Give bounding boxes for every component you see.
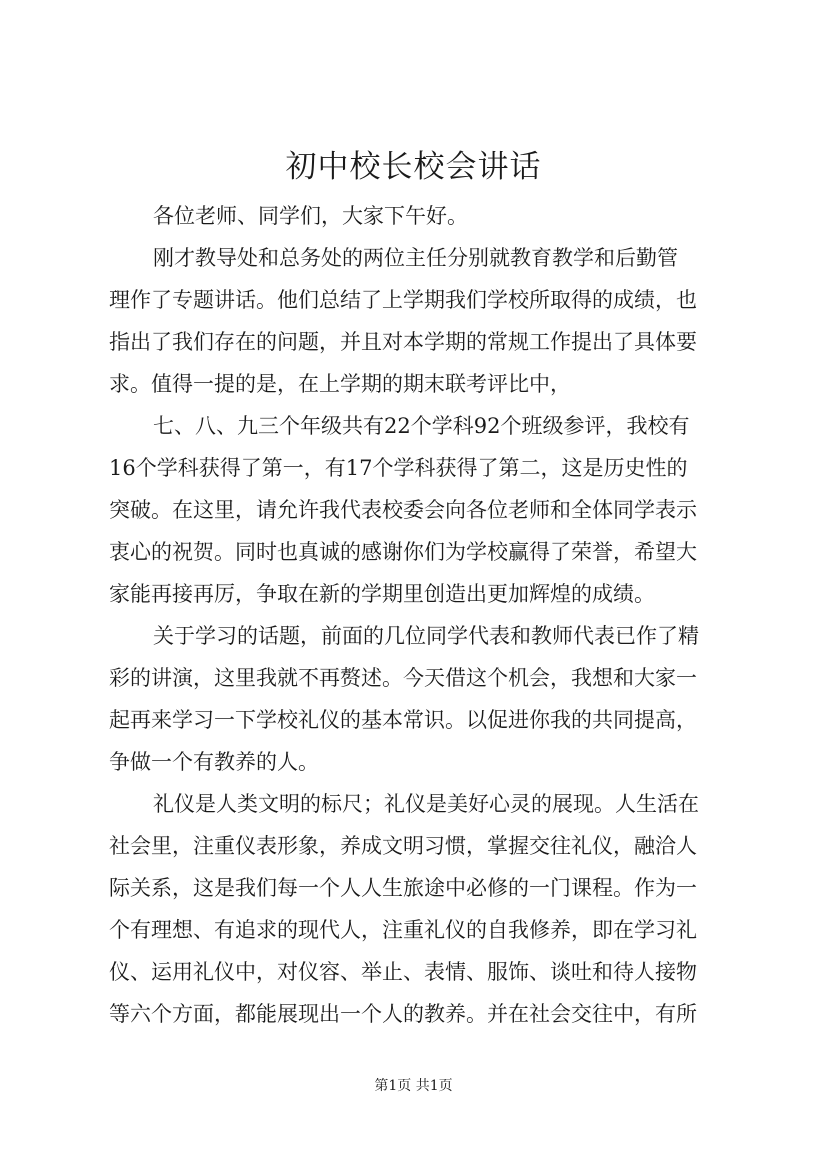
text-line: 七、八、九三个年级共有22个学科92个班级参评，我校有 [153,414,690,438]
text-line: 16个学科获得了第一，有17个学科获得了第二，这是历史性的 [109,456,688,480]
text-line: 关于学习的话题，前面的几位同学代表和教师代表已作了精 [153,624,699,648]
text-line: 仪、运用礼仪中，对仪容、举止、表情、服饰、谈吐和待人接物 [109,960,697,984]
text-line: 突破。在这里，请允许我代表校委会向各位老师和全体同学表示 [109,498,697,522]
text-line: 彩的讲演，这里我就不再赘述。今天借这个机会，我想和大家一 [109,666,697,690]
text-line: 求。值得一提的是，在上学期的期末联考评比中， [109,372,571,396]
page-footer: 第1页 共1页 [374,1078,453,1094]
text-line: 理作了专题讲话。他们总结了上学期我们学校所取得的成绩，也 [109,288,697,312]
document-body [109,195,729,1035]
text-line: 指出了我们存在的问题，并且对本学期的常规工作提出了具体要 [109,330,697,354]
text-line: 际关系，这是我们每一个人人生旅途中必修的一门课程。作为一 [109,876,697,900]
text-line: 等六个方面，都能展现出一个人的教养。并在社会交往中，有所 [109,1002,697,1026]
text-line: 个有理想、有追求的现代人，注重礼仪的自我修养，即在学习礼 [109,918,697,942]
text-line: 礼仪是人类文明的标尺；礼仪是美好心灵的展现。人生活在 [153,792,699,816]
text-line: 刚才教导处和总务处的两位主任分别就教育教学和后勤管 [153,246,678,270]
text-line: 衷心的祝贺。同时也真诚的感谢你们为学校赢得了荣誉，希望大 [109,540,697,564]
document-title: 初中校长校会讲话 [285,149,542,185]
text-line: 家能再接再厉，争取在新的学期里创造出更加辉煌的成绩。 [109,582,655,606]
text-line: 社会里，注重仪表形象，养成文明习惯，掌握交往礼仪，融洽人 [109,834,697,858]
text-line: 各位老师、同学们，大家下午好。 [153,204,468,228]
text-line: 争做一个有教养的人。 [109,750,319,774]
text-line: 起再来学习一下学校礼仪的基本常识。以促进你我的共同提高， [109,708,697,732]
